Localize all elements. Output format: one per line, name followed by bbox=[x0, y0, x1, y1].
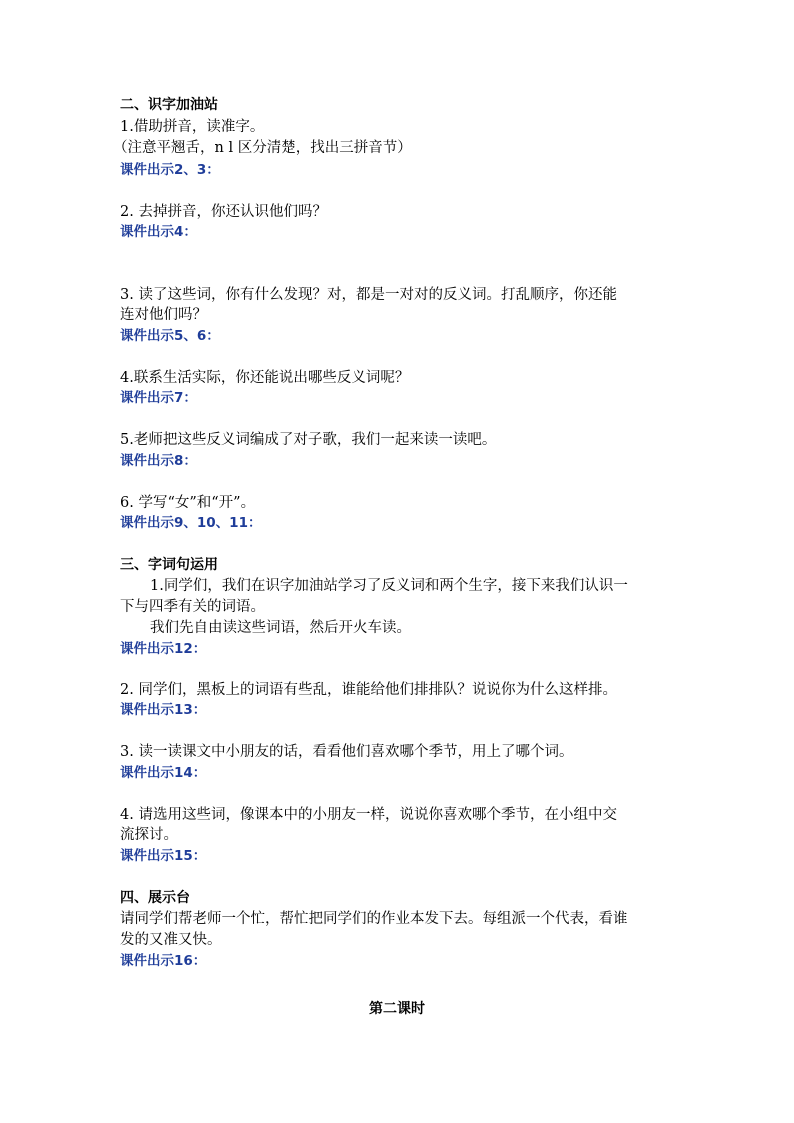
paragraph: 3. 读一读课文中小朋友的话，看看他们喜欢哪个季节，用上了哪个词。 bbox=[120, 744, 574, 760]
paragraph: 连对他们吗？ bbox=[120, 307, 207, 323]
courseware-cue: 课件出示14： bbox=[120, 765, 207, 781]
paragraph: 4.联系生活实际，你还能说出哪些反义词呢？ bbox=[120, 370, 410, 386]
paragraph: 发的又准又快。 bbox=[120, 932, 222, 948]
section-heading: 二、识字加油站 bbox=[120, 97, 218, 113]
paragraph: 6. 学写“女”和“开”。 bbox=[120, 495, 256, 511]
paragraph: 1.同学们，我们在识字加油站学习了反义词和两个生字，接下来我们认识一 bbox=[150, 578, 628, 594]
courseware-cue: 课件出示5、6： bbox=[120, 328, 220, 344]
courseware-cue: 课件出示12： bbox=[120, 641, 207, 657]
paragraph: 流探讨。 bbox=[120, 827, 178, 843]
paragraph: 请同学们帮老师一个忙，帮忙把同学们的作业本发下去。每组派一个代表，看谁 bbox=[120, 911, 628, 927]
courseware-cue: 课件出示13： bbox=[120, 702, 207, 718]
courseware-cue: 课件出示15： bbox=[120, 848, 207, 864]
paragraph: 2. 去掉拼音，你还认识他们吗？ bbox=[120, 204, 327, 220]
paragraph: 3. 读了这些词，你有什么发现？对，都是一对对的反义词。打乱顺序，你还能 bbox=[120, 287, 617, 303]
courseware-cue: 课件出示7： bbox=[120, 390, 197, 406]
paragraph: 下与四季有关的词语。 bbox=[120, 599, 265, 615]
courseware-cue: 课件出示9、10、11： bbox=[120, 515, 262, 531]
paragraph: 5.老师把这些反义词编成了对子歌，我们一起来读一读吧。 bbox=[120, 432, 497, 448]
courseware-cue: 课件出示16： bbox=[120, 953, 207, 969]
section-heading: 三、字词句运用 bbox=[120, 557, 218, 573]
paragraph: 2. 同学们，黑板上的词语有些乱，谁能给他们排排队？说说你为什么这样排。 bbox=[120, 682, 617, 698]
section-heading: 四、展示台 bbox=[120, 890, 190, 906]
courseware-cue: 课件出示2、3： bbox=[120, 162, 220, 178]
courseware-cue: 课件出示8： bbox=[120, 453, 197, 469]
paragraph: 我们先自由读这些词语，然后开火车读。 bbox=[150, 620, 411, 636]
paragraph: 1.借助拼音，读准字。 bbox=[120, 119, 265, 135]
paragraph: 4. 请选用这些词，像课本中的小朋友一样，说说你喜欢哪个季节，在小组中交 bbox=[120, 807, 617, 823]
lesson-heading: 第二课时 bbox=[369, 1001, 425, 1017]
paragraph-note: （注意平翘舌，n l 区分清楚，找出三拼音节） bbox=[113, 140, 412, 156]
courseware-cue: 课件出示4： bbox=[120, 224, 197, 240]
